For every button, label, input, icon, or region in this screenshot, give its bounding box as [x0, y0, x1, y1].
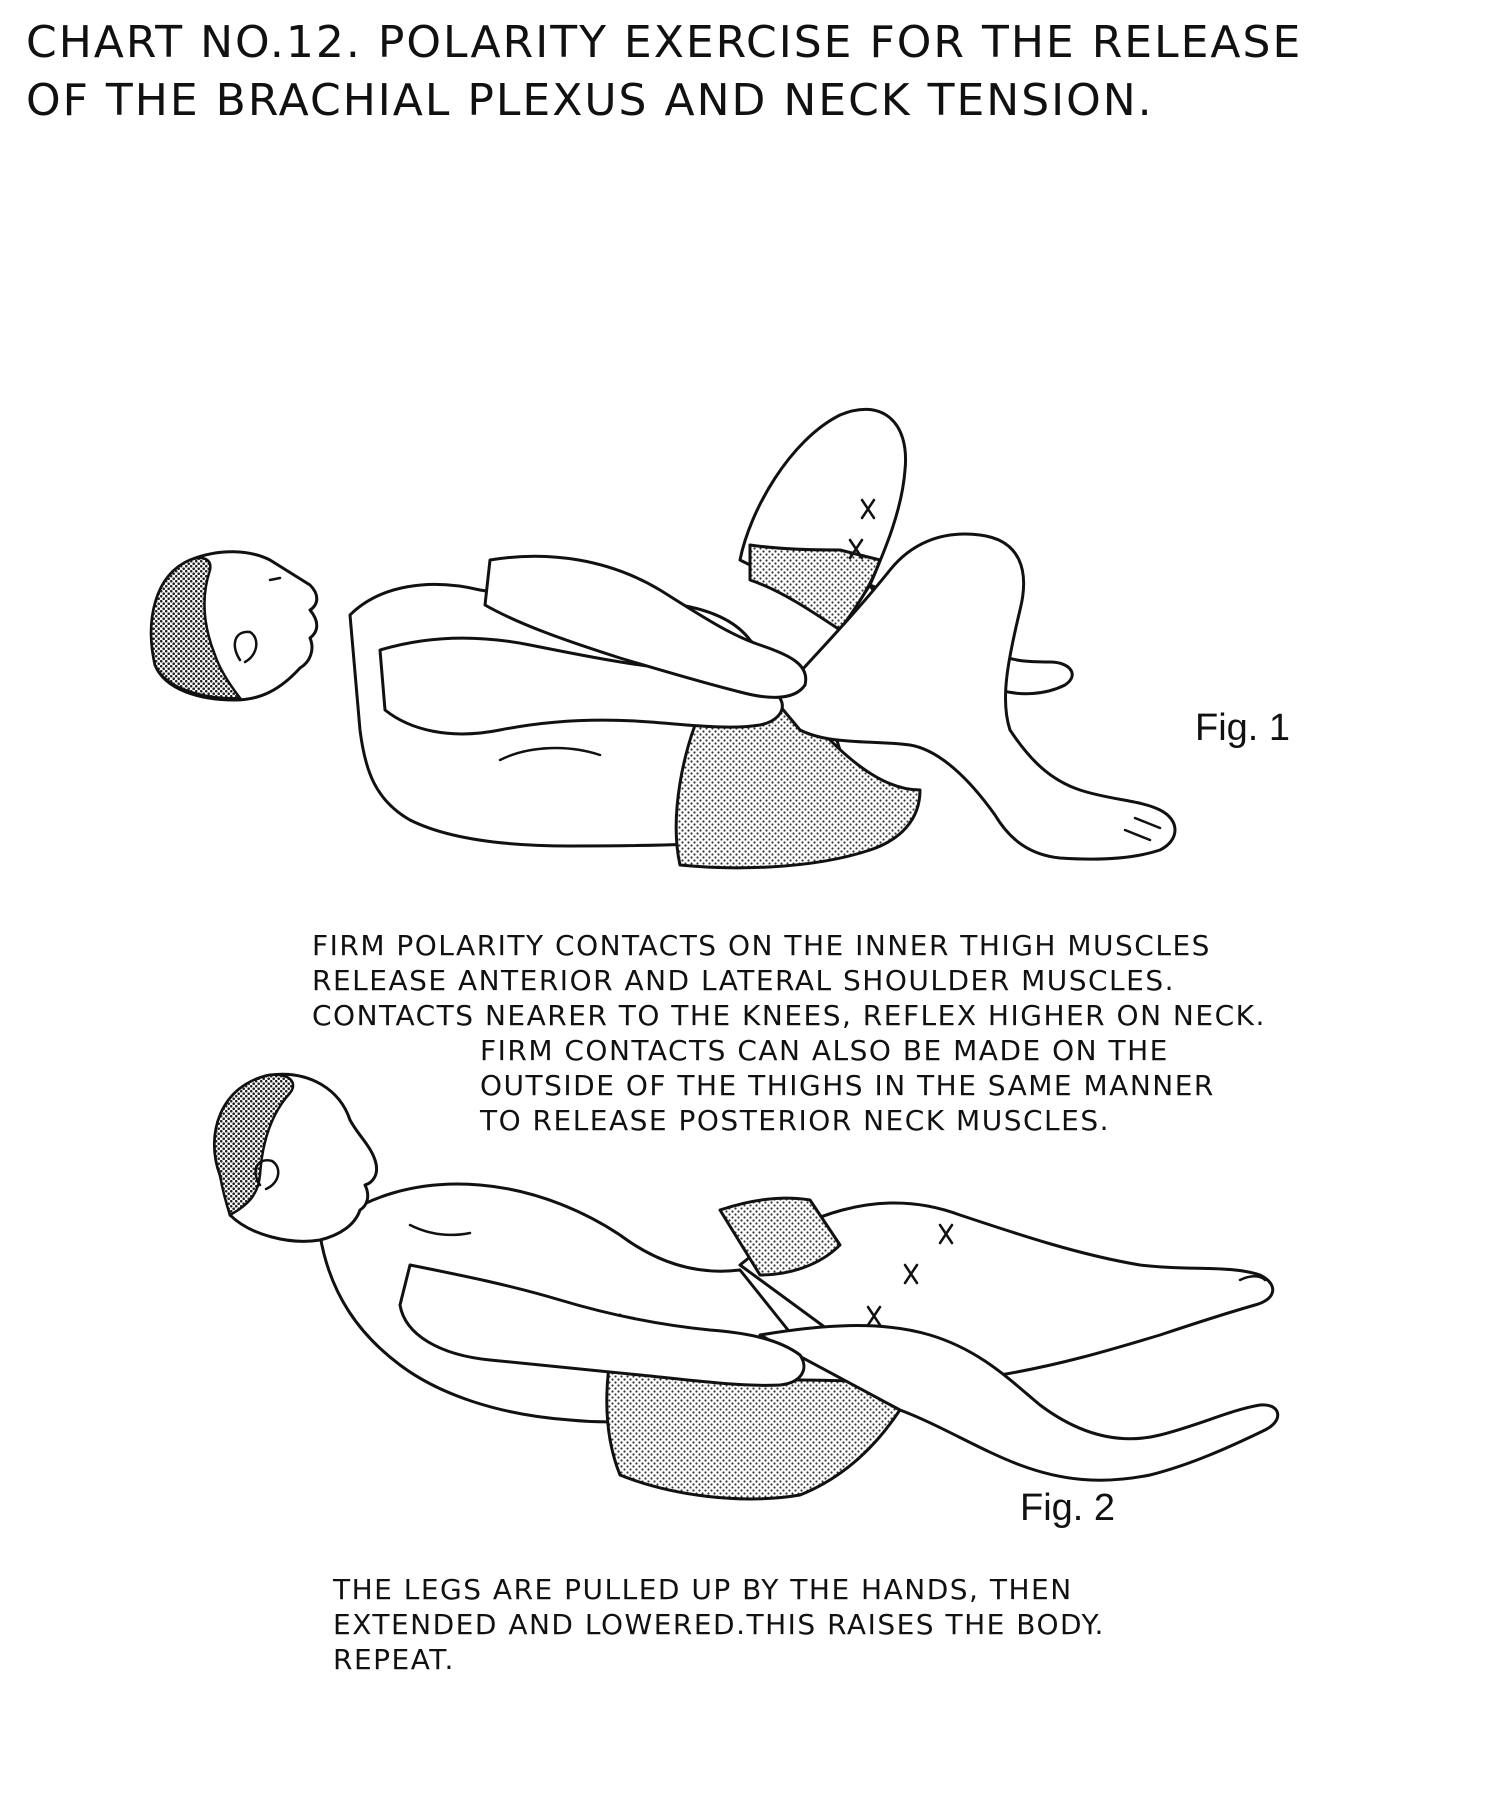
figure-1-caption-line-6: TO RELEASE POSTERIOR NECK MUSCLES. [480, 1104, 1110, 1137]
figure-1-caption-line-3: CONTACTS NEARER TO THE KNEES, REFLEX HIGHER ON NECK. [312, 999, 1266, 1032]
figure-1-arms [380, 556, 806, 734]
figure-2-caption-line-3: REPEAT. [333, 1643, 455, 1676]
figure-1-caption-line-4: FIRM CONTACTS CAN ALSO BE MADE ON THE [480, 1034, 1169, 1067]
figure-2-caption-line-1: THE LEGS ARE PULLED UP BY THE HANDS, THEN [333, 1573, 1073, 1606]
figure-2-caption-line-2: EXTENDED AND LOWERED.THIS RAISES THE BODY. [333, 1608, 1105, 1641]
figure-1-label: Fig. 1 [1195, 707, 1291, 749]
chart-title-line-2: OF THE BRACHIAL PLEXUS AND NECK TENSION. [26, 75, 1154, 126]
chart-title-line-1: CHART NO.12. POLARITY EXERCISE FOR THE RELEASE [26, 17, 1303, 68]
figure-2-label: Fig. 2 [1020, 1487, 1116, 1529]
figure-1-head [151, 552, 316, 700]
figure-1-caption-line-1: FIRM POLARITY CONTACTS ON THE INNER THIGH MUSCLES [312, 929, 1211, 962]
figure-2-illustration [200, 1075, 1380, 1575]
figure-1-illustration [150, 400, 1320, 900]
figure-1-caption-line-2: RELEASE ANTERIOR AND LATERAL SHOULDER MUSCLES. [312, 964, 1176, 997]
figure-2-head [214, 1074, 376, 1241]
figure-2-caption [333, 1572, 1105, 1677]
figure-1-caption-line-5: OUTSIDE OF THE THIGHS IN THE SAME MANNER [480, 1069, 1215, 1102]
chart-title [26, 14, 1496, 130]
